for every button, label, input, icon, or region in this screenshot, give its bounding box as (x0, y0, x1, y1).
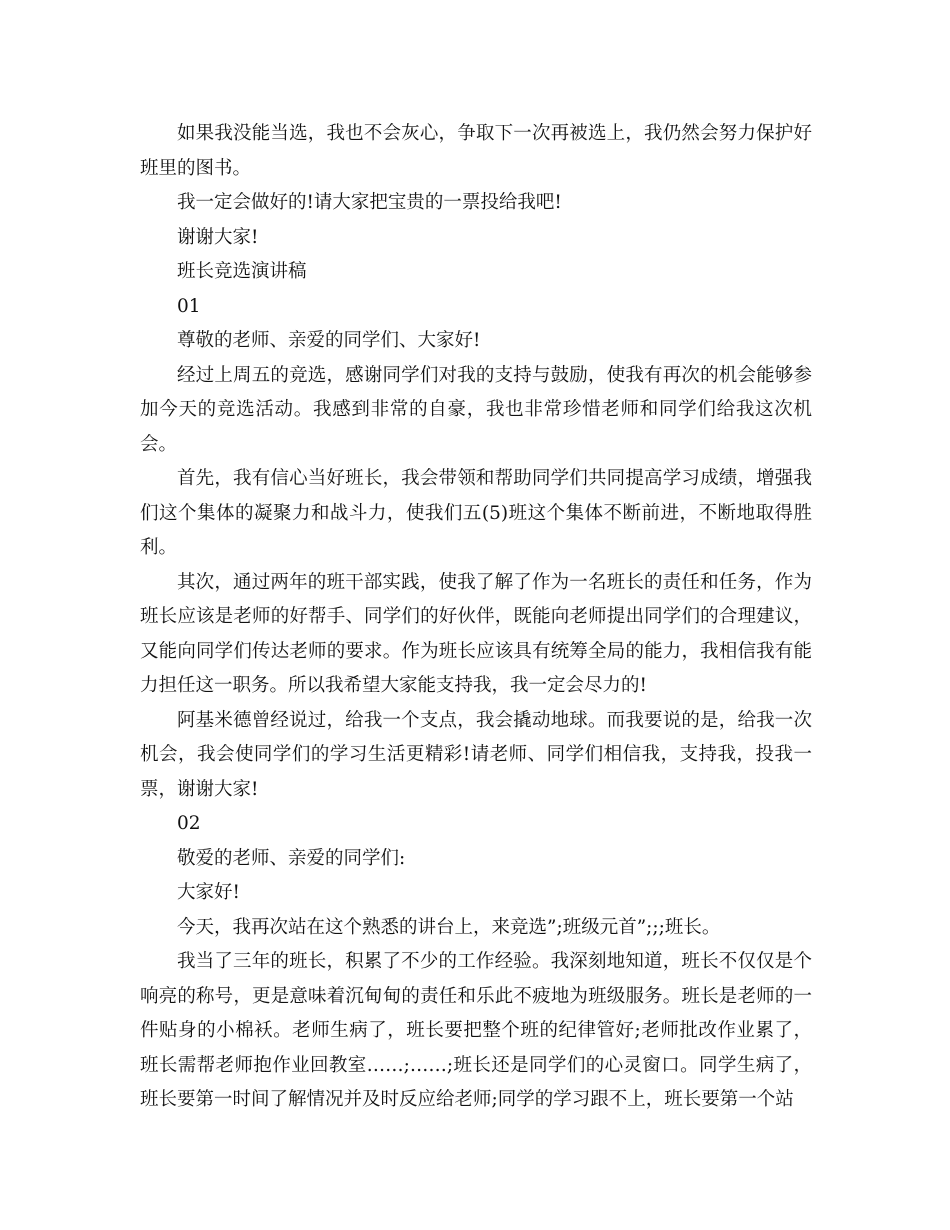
paragraph: 谢谢大家! (177, 226, 259, 248)
paragraph: 我一定会做好的!请大家把宝贵的一票投给我吧! (177, 192, 562, 213)
section-number: 02 (177, 813, 201, 834)
paragraph: 经过上周五的竞选，感谢同学们对我的支持与鼓励，使我有再次的机会能够参加今天的竞选活动。我感到非常的自豪，我也非常珍惜老师和同学们给我这次机会。 (140, 364, 812, 455)
paragraph: 其次，通过两年的班干部实践，使我了解了作为一名班长的责任和任务，作为班长应该是老师的好帮手、同学们的好伙伴，既能向老师提出同学们的合理建议，又能向同学们传达老师的要求。作为班长应该具有统筹全局的能力，我相信我有能力担任这一职务。所以我希望大家能支持我，我一定会尽力的! (140, 571, 812, 696)
section-number: 01 (177, 295, 201, 317)
paragraph: 今天，我再次站在这个熟悉的讲台上，来竞选”;班级元首”;;;班长。 (177, 916, 721, 938)
paragraph: 我当了三年的班长，积累了不少的工作经验。我深刻地知道，班长不仅仅是个响亮的称号，更是意味着沉甸甸的责任和乐此不疲地为班级服务。班长是老师的一件贴身的小棉袄。老师生病了，班长要把整个班的纪律管好;老师批改作业累了，班长需帮老师抱作业回教室……;……;班长还是同学们的心灵窗口。同学生病了，班长要第一时间了解情况并及时反应给老师;同学的学习跟不上，班长要第一个站 (140, 951, 812, 1110)
paragraph: 尊敬的老师、亲爱的同学们、大家好! (177, 330, 481, 351)
paragraph: 敬爱的老师、亲爱的同学们: (177, 847, 406, 869)
document-body (140, 117, 812, 1118)
section-title: 班长竞选演讲稿 (177, 261, 307, 282)
paragraph: 如果我没能当选，我也不会灰心，争取下一次再被选上，我仍然会努力保护好班里的图书。 (140, 123, 812, 179)
paragraph: 首先，我有信心当好班长，我会带领和帮助同学们共同提高学习成绩，增强我们这个集体的凝聚力和战斗力，使我们五(5)班这个集体不断前进，不断地取得胜利。 (140, 468, 812, 558)
paragraph: 阿基米德曾经说过，给我一个支点，我会撬动地球。而我要说的是，给我一次机会，我会使同学们的学习生活更精彩!请老师、同学们相信我，支持我，投我一票，谢谢大家! (140, 709, 812, 800)
paragraph: 大家好! (177, 882, 240, 903)
